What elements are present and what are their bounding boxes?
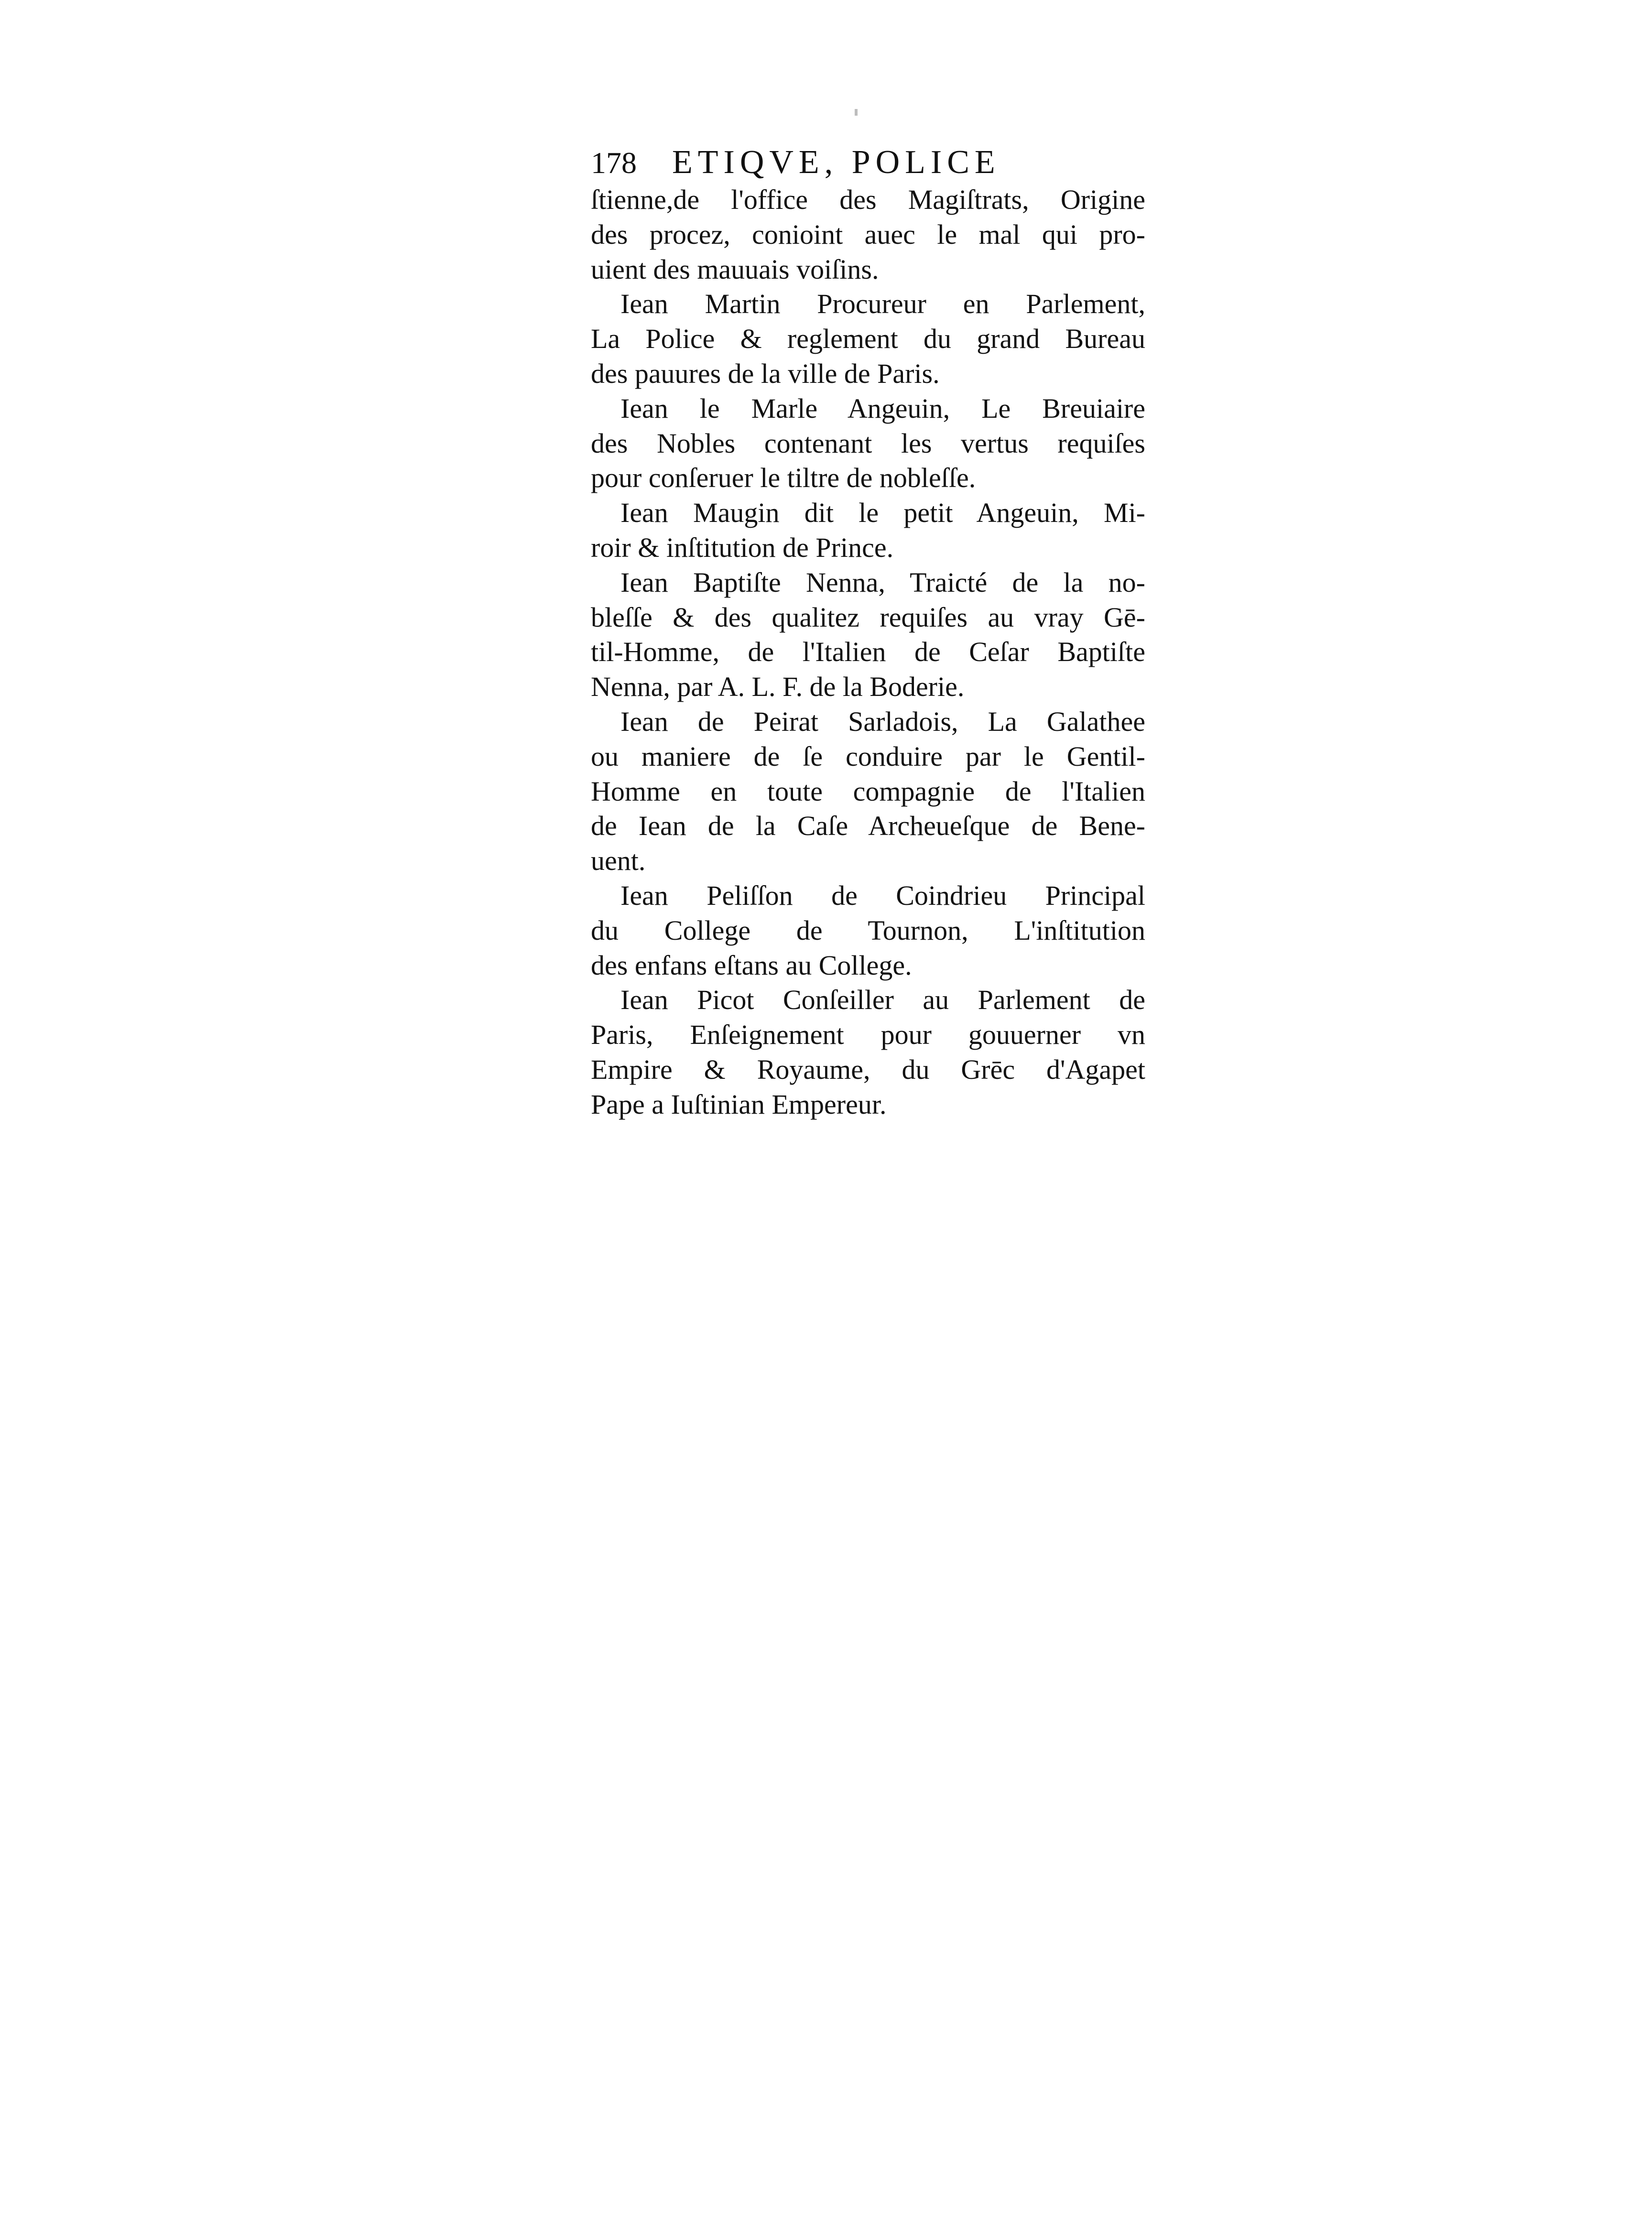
entry-line: Iean Maugin dit le petit Angeuin, Mi- — [620, 497, 1145, 529]
entry-line: Iean Martin Procureur en Parlement, — [620, 288, 1145, 320]
bibliography-entry — [591, 705, 1145, 879]
entry-line: Iean le Marle Angeuin, Le Breuiaire — [620, 392, 1145, 424]
print-speck — [855, 109, 858, 116]
entry-line: Iean Picot Conſeiller au Parlement de — [620, 984, 1145, 1016]
entry-line: ſtienne,de l'office des Magiſtrats, Origine — [591, 184, 1145, 215]
entry-line: Iean Peliſſon de Coindrieu Principal — [620, 879, 1145, 911]
running-head — [591, 143, 1145, 182]
bibliography-entry — [591, 391, 1145, 496]
entry-line: uent. — [591, 845, 646, 877]
entry-line: Iean de Peirat Sarladois, La Galathee — [620, 706, 1145, 737]
entry-line: pour conſeruer le tiltre de nobleſſe. — [591, 462, 976, 494]
entry-line: Homme en toute compagnie de l'Italien — [591, 775, 1145, 807]
entry-line: des Nobles contenant les vertus requiſes — [591, 427, 1145, 459]
entry-line: Iean Baptiſte Nenna, Traicté de la no- — [620, 566, 1145, 598]
entry-line: du College de Tournon, L'inſtitution — [591, 914, 1145, 946]
running-title: ETIQVE, POLICE — [672, 144, 1000, 181]
entry-line: Paris, Enſeignement pour gouuerner vn — [591, 1019, 1145, 1051]
entry-line: Nenna, par A. L. F. de la Boderie. — [591, 671, 965, 703]
entry-line: roir & inſtitution de Prince. — [591, 532, 894, 563]
entry-line: de Iean de la Caſe Archeueſque de Bene- — [591, 810, 1145, 842]
entry-line: Pape a Iuſtinian Empereur. — [591, 1088, 887, 1120]
entry-line: des enfans eſtans au College. — [591, 949, 912, 981]
bibliography-entry — [591, 879, 1145, 983]
entry-line: bleſſe & des qualitez requiſes au vray Gē- — [591, 601, 1145, 633]
text-block — [591, 143, 1145, 1122]
bibliography-entry — [591, 983, 1145, 1122]
page-number: 178 — [591, 146, 637, 180]
entry-line: des procez, conioint auec le mal qui pro- — [591, 218, 1145, 250]
entry-line: Empire & Royaume, du Grēc d'Agapet — [591, 1053, 1145, 1085]
bibliography-entry — [591, 183, 1145, 287]
bibliography-entry — [591, 496, 1145, 565]
bibliography-entry — [591, 565, 1145, 705]
entry-line: La Police & reglement du grand Bureau — [591, 323, 1145, 355]
entry-line: ou maniere de ſe conduire par le Gentil- — [591, 740, 1145, 772]
entry-line: uient des mauuais voiſins. — [591, 253, 879, 285]
bibliography-entry — [591, 287, 1145, 391]
entry-line: des pauures de la ville de Paris. — [591, 358, 940, 389]
entry-line: til-Homme, de l'Italien de Ceſar Baptiſte — [591, 636, 1145, 668]
